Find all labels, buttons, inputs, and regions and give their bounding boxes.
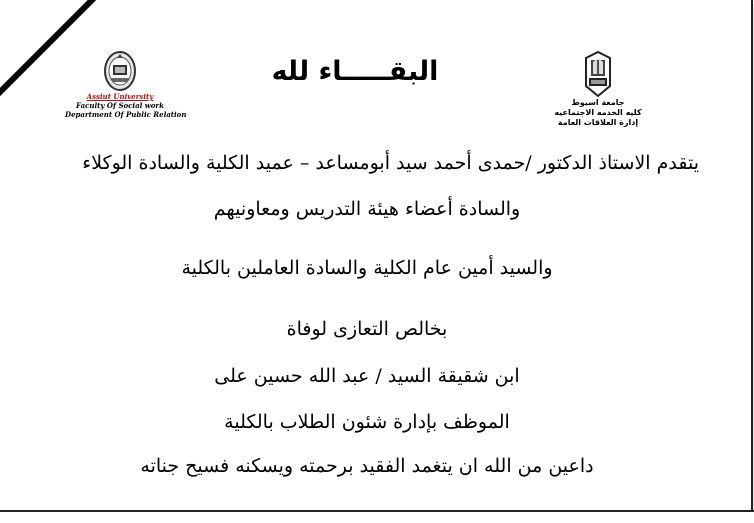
- body-line-2: والسادة أعضاء هيئة التدريس ومعاونيهم: [213, 198, 521, 220]
- page-border-bottom: [0, 510, 754, 512]
- english-logo-line-2: Faculty Of Social work: [76, 101, 164, 110]
- body-line-7: داعين من الله ان يتغمد الفقيد برحمته ويسكنه فسيح جناته: [140, 455, 594, 477]
- body-line-3: والسيد أمين عام الكلية والسادة العاملين بالكلية: [181, 257, 553, 279]
- english-logo-line-3: Department Of Public Relation: [65, 110, 187, 119]
- faculty-logo: [65, 50, 187, 119]
- arabic-logo-line-2: كليه الخدمه الاجتماعيه: [554, 108, 642, 117]
- body-line-1: يتقدم الاستاذ الدكتور /حمدى أحمد سيد أبومساعد – عميد الكلية والسادة الوكلاء: [82, 152, 699, 174]
- faculty-seal-icon: [103, 50, 137, 92]
- arabic-logo-line-3: إدارة العلاقات العامة: [557, 118, 639, 127]
- english-logo-line-1: Assiut University: [86, 92, 154, 101]
- page-border-right: [751, 0, 753, 510]
- body-line-5: ابن شقيقة السيد / عبد الله حسين على: [214, 365, 520, 387]
- university-logo: [548, 50, 648, 128]
- page-title: البقـــــاء لله: [271, 56, 439, 87]
- body-line-4: بخالص التعازى لوفاة: [286, 318, 448, 340]
- body-line-6: الموظف بإدارة شئون الطلاب بالكلية: [224, 411, 510, 433]
- university-emblem-icon: [583, 50, 613, 98]
- arabic-logo-line-1: جامعة اسيوط: [571, 98, 625, 107]
